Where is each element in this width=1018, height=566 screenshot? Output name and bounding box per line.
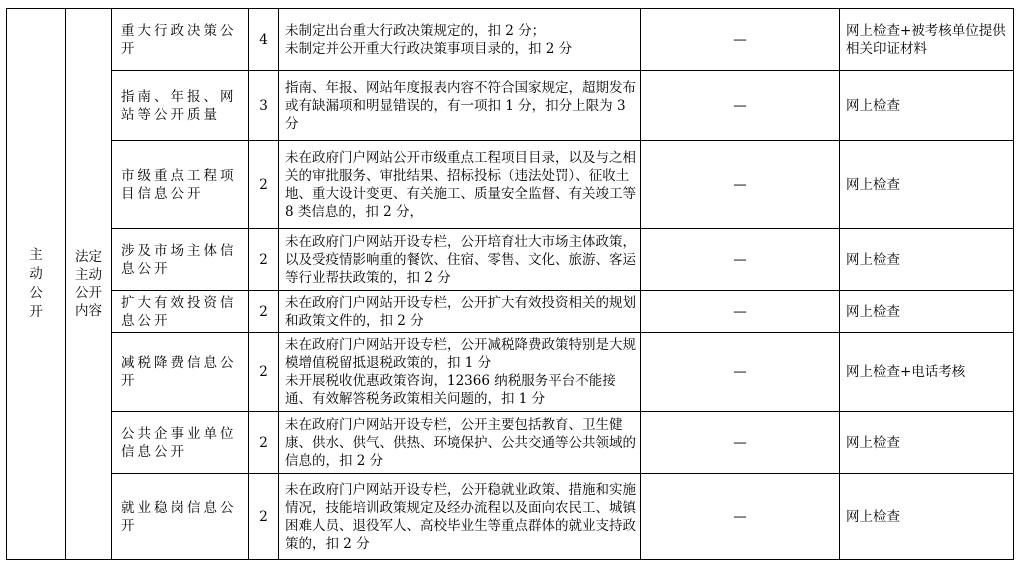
criteria-cell xyxy=(279,9,641,71)
item-cell: 重大行政决策公开 xyxy=(112,9,249,71)
subsection-cell xyxy=(66,9,112,560)
method-cell: 网上检查 xyxy=(840,412,1014,474)
blank-cell: — xyxy=(641,141,840,229)
blank-cell: — xyxy=(641,412,840,474)
method-cell: 网上检查+被考核单位提供相关印证材料 xyxy=(840,9,1014,71)
criteria-cell: 未在政府门户网站开设专栏，公开培育壮大市场主体政策，以及受疫情影响重的餐饮、住宿、零售、文化、旅游、客运等行业帮扶政策的，扣 2 分 xyxy=(279,229,641,291)
method-cell: 网上检查 xyxy=(840,474,1014,560)
criteria-cell: 未在政府门户网站公开市级重点工程项目目录，以及与之相关的审批服务、审批结果、招标投标（违法处罚）、征收土地、重大设计变更、有关施工、质量安全监督、有关竣工等 8 类信息的，扣 2 分， xyxy=(279,141,641,229)
criteria-cell: 未在政府门户网站开设专栏，公开主要包括教育、卫生健康、供水、供气、供热、环境保护、公共交通等公共领域的信息的，扣 2 分 xyxy=(279,412,641,474)
score-cell: 3 xyxy=(249,71,279,141)
item-cell: 指南、年报、网站等公开质量 xyxy=(112,71,249,141)
section-label: 主动公开 xyxy=(29,247,43,320)
table-row xyxy=(7,71,1014,141)
score-cell: 2 xyxy=(249,141,279,229)
criteria-line: 未在政府门户网站开设专栏，公开减税降费政策特别是大规模增值税留抵退税政策的，扣 1 分 xyxy=(285,337,636,371)
method-cell: 网上检查 xyxy=(840,229,1014,291)
subsection-label: 法定主动公开内容 xyxy=(75,249,102,319)
criteria-cell: 未在政府门户网站开设专栏，公开稳就业政策、措施和实施情况，技能培训政策规定及经办流程以及面向农民工、城镇困难人员、退役军人、高校毕业生等重点群体的就业支持政策的，扣 2 分 xyxy=(279,474,641,560)
table-row xyxy=(7,141,1014,229)
section-cell xyxy=(7,9,66,560)
criteria-cell: 指南、年报、网站年度报表内容不符合国家规定，超期发布或有缺漏项和明显错误的，有一项扣 1 分，扣分上限为 3 分 xyxy=(279,71,641,141)
score-cell: 2 xyxy=(249,474,279,560)
blank-cell: — xyxy=(641,229,840,291)
criteria-line: 未开展税收优惠政策咨询，12366 纳税服务平台不能接通、有效解答税务政策相关问题的，扣 1 分 xyxy=(285,373,616,407)
table-row xyxy=(7,412,1014,474)
table-row xyxy=(7,291,1014,333)
item-cell: 减税降费信息公开 xyxy=(112,333,249,412)
criteria-cell xyxy=(279,333,641,412)
blank-cell: — xyxy=(641,333,840,412)
score-cell: 2 xyxy=(249,412,279,474)
item-cell: 公共企事业单位信息公开 xyxy=(112,412,249,474)
table-row xyxy=(7,333,1014,412)
score-cell: 2 xyxy=(249,229,279,291)
item-cell: 扩大有效投资信息公开 xyxy=(112,291,249,333)
method-cell: 网上检查 xyxy=(840,71,1014,141)
evaluation-table xyxy=(6,8,1014,560)
score-cell: 2 xyxy=(249,291,279,333)
score-cell: 4 xyxy=(249,9,279,71)
criteria-cell: 未在政府门户网站开设专栏，公开扩大有效投资相关的规划和政策文件的，扣 2 分 xyxy=(279,291,641,333)
table-row xyxy=(7,229,1014,291)
blank-cell: — xyxy=(641,71,840,141)
criteria-line: 未制定出台重大行政决策规定的，扣 2 分； xyxy=(285,22,546,39)
method-cell: 网上检查 xyxy=(840,291,1014,333)
method-cell: 网上检查 xyxy=(840,141,1014,229)
item-cell: 就业稳岗信息公开 xyxy=(112,474,249,560)
table-row xyxy=(7,9,1014,71)
blank-cell: — xyxy=(641,291,840,333)
item-cell: 市级重点工程项目信息公开 xyxy=(112,141,249,229)
method-cell: 网上检查+电话考核 xyxy=(840,333,1014,412)
score-cell: 2 xyxy=(249,333,279,412)
table-row xyxy=(7,474,1014,560)
criteria-line: 未制定并公开重大行政决策事项目录的，扣 2 分 xyxy=(285,40,573,57)
item-cell: 涉及市场主体信息公开 xyxy=(112,229,249,291)
blank-cell: — xyxy=(641,9,840,71)
blank-cell: — xyxy=(641,474,840,560)
